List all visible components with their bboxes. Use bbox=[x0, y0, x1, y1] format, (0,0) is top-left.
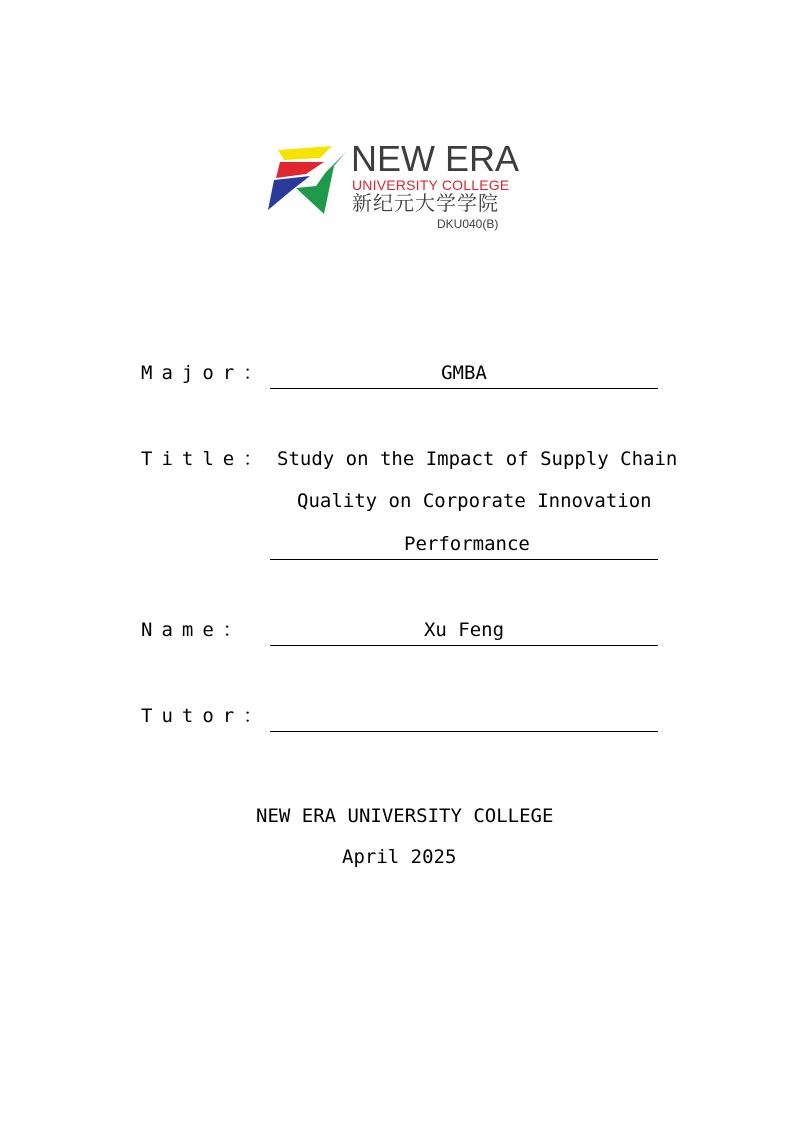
logo-red-stripe bbox=[276, 162, 324, 178]
logo-subtitle-text: UNIVERSITY COLLEGE bbox=[352, 177, 510, 193]
logo-emblem-icon bbox=[266, 144, 350, 216]
title-line-1: Study on the Impact of Supply Chain bbox=[277, 448, 678, 470]
logo-yellow-stripe bbox=[278, 146, 332, 160]
logo-name-text: NEW ERA bbox=[351, 138, 520, 179]
major-underline bbox=[270, 388, 658, 389]
title-line-2: Quality on Corporate Innovation bbox=[297, 490, 652, 512]
logo-code-text: DKU040(B) bbox=[437, 217, 499, 231]
name-value: Xu Feng bbox=[423, 619, 505, 641]
submission-date: April 2025 bbox=[342, 846, 457, 868]
major-value: GMBA bbox=[441, 362, 487, 384]
logo-chinese-name: 新纪元大学学院 bbox=[352, 191, 499, 215]
institution-name: NEW ERA UNIVERSITY COLLEGE bbox=[256, 805, 554, 827]
tutor-underline bbox=[270, 731, 658, 732]
title-label: Title： bbox=[141, 448, 272, 470]
title-underline bbox=[270, 559, 658, 560]
name-underline bbox=[270, 645, 658, 646]
title-line-3: Performance bbox=[404, 533, 530, 555]
tutor-label: Tutor： bbox=[141, 705, 272, 727]
logo-green-stripe bbox=[296, 152, 346, 214]
major-label: Major： bbox=[141, 362, 272, 384]
university-logo bbox=[266, 138, 528, 234]
name-label: Name： bbox=[141, 619, 251, 641]
